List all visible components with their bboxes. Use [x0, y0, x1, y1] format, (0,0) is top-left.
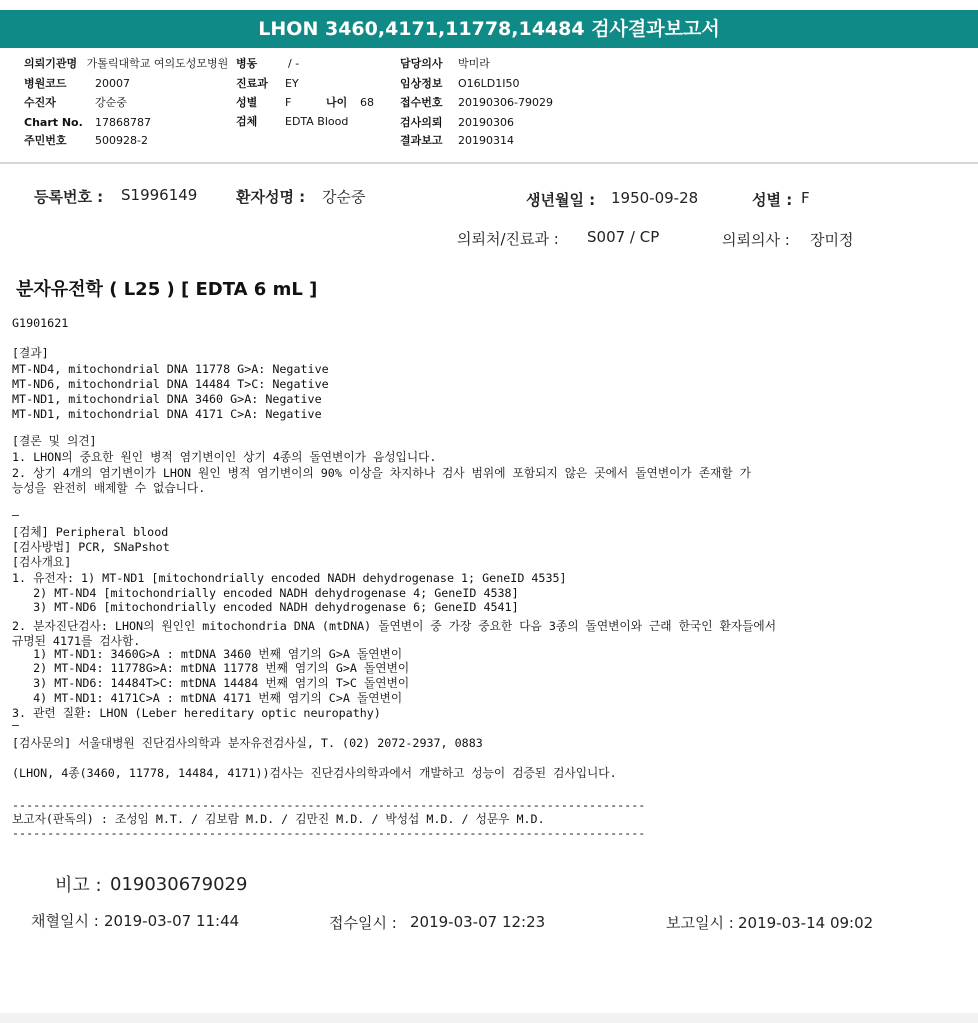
header-label: 병원코드 — [24, 77, 67, 90]
report-line: 3) MT-ND6: 14484T>C: mtDNA 14484 번째 염기의 T>C 돌연변이 — [12, 676, 410, 690]
header-hospital-row — [24, 57, 228, 71]
header-dept-label: 진료과 — [236, 77, 268, 90]
report-line: 4) MT-ND1: 4171C>A : mtDNA 4171 번째 염기의 C>A 돌연변이 — [12, 691, 403, 705]
header-value: 20190306-79029 — [458, 96, 553, 109]
header-specimen-label: 검체 — [236, 115, 258, 128]
header-value: 20007 — [95, 77, 130, 90]
patient-sex-label: 성별 : — [752, 191, 793, 209]
report-line: [검사방법] PCR, SNaPshot — [12, 540, 170, 554]
header-label: Chart No. — [24, 116, 83, 129]
report-line: 1) MT-ND1: 3460G>A : mtDNA 3460 번째 염기의 G>A 돌연변이 — [12, 647, 403, 661]
report-line: [검사개요] — [12, 555, 72, 569]
patient-doctor-value: 장미정 — [810, 231, 854, 249]
header-dept-value: EY — [285, 77, 299, 90]
report-line: [결론 및 의견] — [12, 434, 97, 448]
report-line: ------------------------------------------------------------------------------------------ — [12, 798, 646, 812]
report-line: 규명된 4171를 검사함. — [12, 634, 141, 648]
patient-name-label: 환자성명 : — [236, 188, 306, 206]
collect-time-label: 채혈일시 : — [31, 912, 99, 930]
report-line: 3) MT-ND6 [mitochondrially encoded NADH dehydrogenase 6; GeneID 4541] — [12, 600, 519, 614]
report-line: MT-ND1, mitochondrial DNA 4171 C>A: Negative — [12, 407, 322, 421]
report-line: — — [12, 718, 20, 732]
report-time-value: 2019-03-14 09:02 — [738, 914, 874, 932]
bottom-strip — [0, 1013, 978, 1023]
report-line: 능성을 완전히 배제할 수 없습니다. — [12, 481, 206, 495]
header-hospital-code-row — [24, 77, 67, 91]
header-value: 강순중 — [95, 96, 127, 109]
header-value: 20190306 — [458, 116, 514, 129]
report-line: 2) MT-ND4: 11778G>A: mtDNA 11778 번째 염기의 G>A 돌연변이 — [12, 661, 410, 675]
header-label: 접수번호 — [400, 96, 443, 109]
remark-label: 비고 : — [55, 875, 102, 896]
report-line: 보고자(판독의) : 조성임 M.T. / 김보람 M.D. / 김만진 M.D. / 박성섭 M.D. / 성문우 M.D. — [12, 812, 545, 826]
remark-value: 019030679029 — [110, 874, 248, 895]
header-value: 500928-2 — [95, 134, 148, 147]
header-label: 검사의뢰 — [400, 116, 443, 129]
header-sex-label: 성별 — [236, 96, 258, 109]
report-line: — — [12, 508, 20, 522]
header-age-label: 나이 — [326, 96, 348, 109]
patient-dept-value: S007 / CP — [587, 228, 660, 246]
report-line: [검사문의] 서울대병원 진단검사의학과 분자유전검사실, T. (02) 2072-2937, 0883 — [12, 736, 483, 750]
report-line: 2. 분자진단검사: LHON의 원인인 mitochondria DNA (mtDNA) 돌연변이 중 가장 중요한 다음 3종의 돌연변이와 근래 한국인 환자들에서 — [12, 619, 776, 633]
header-divider — [0, 162, 978, 164]
receive-time-label: 접수일시 : — [329, 914, 397, 932]
patient-reg-value: S1996149 — [121, 186, 198, 204]
report-line: 1. 유전자: 1) MT-ND1 [mitochondrially encoded NADH dehydrogenase 1; GeneID 4535] — [12, 571, 567, 585]
report-line: MT-ND6, mitochondrial DNA 14484 T>C: Negative — [12, 377, 329, 391]
patient-name-value: 강순중 — [322, 188, 366, 206]
report-line: [검체] Peripheral blood — [12, 525, 169, 539]
patient-dept-label: 의뢰처/진료과 : — [457, 230, 559, 248]
report-line: 1. LHON의 중요한 원인 병적 염기변이인 상기 4종의 돌연변이가 음성입니다. — [12, 450, 437, 464]
header-ward-label: 병동 — [236, 57, 258, 70]
report-line: G1901621 — [12, 316, 69, 330]
header-value: 가톨릭대학교 여의도성모병원 — [86, 57, 229, 70]
header-value: O16LD1I50 — [458, 77, 520, 90]
report-line: [결과] — [12, 346, 49, 360]
patient-dob-label: 생년월일 : — [526, 191, 596, 209]
report-line: MT-ND1, mitochondrial DNA 3460 G>A: Negative — [12, 392, 322, 406]
report-line: 2) MT-ND4 [mitochondrially encoded NADH dehydrogenase 4; GeneID 4538] — [12, 586, 519, 600]
header-label: 수진자 — [24, 96, 56, 109]
header-label: 담당의사 — [400, 57, 443, 70]
header-sex-value: F — [285, 96, 292, 109]
patient-doctor-label: 의뢰의사 : — [722, 231, 790, 249]
header-ward-value: / - — [288, 57, 300, 70]
collect-time-value: 2019-03-07 11:44 — [104, 912, 240, 930]
header-age-value: 68 — [360, 96, 374, 109]
report-title: LHON 3460,4171,11778,14484 검사결과보고서 — [0, 10, 978, 48]
report-line: (LHON, 4종(3460, 11778, 14484, 4171))검사는 진단검사의학과에서 개발하고 성능이 검증된 검사입니다. — [12, 766, 617, 780]
patient-reg-label: 등록번호 : — [34, 188, 104, 206]
patient-sex-value: F — [801, 189, 810, 207]
report-line: MT-ND4, mitochondrial DNA 11778 G>A: Negative — [12, 362, 329, 376]
section-title: 분자유전학 ( L25 ) [ EDTA 6 mL ] — [16, 279, 318, 300]
receive-time-value: 2019-03-07 12:23 — [410, 913, 546, 931]
report-line: 2. 상기 4개의 염기변이가 LHON 원인 병적 염기변이의 90% 이상을 차지하나 검사 범위에 포함되지 않은 곳에서 돌연변이가 존재할 가 — [12, 466, 751, 480]
report-line: 3. 관련 질환: LHON (Leber hereditary optic neuropathy) — [12, 706, 381, 720]
report-line: ------------------------------------------------------------------------------------------ — [12, 826, 646, 840]
header-label: 주민번호 — [24, 134, 67, 147]
header-label: 임상정보 — [400, 77, 443, 90]
header-value: 17868787 — [95, 116, 151, 129]
header-label: 결과보고 — [400, 134, 443, 147]
header-specimen-value: EDTA Blood — [285, 115, 349, 128]
header-value: 20190314 — [458, 134, 514, 147]
header-label: 의뢰기관명 — [24, 57, 78, 70]
report-time-label: 보고일시 : — [666, 914, 734, 932]
header-value: 박미라 — [458, 57, 490, 70]
patient-dob-value: 1950-09-28 — [611, 189, 699, 207]
